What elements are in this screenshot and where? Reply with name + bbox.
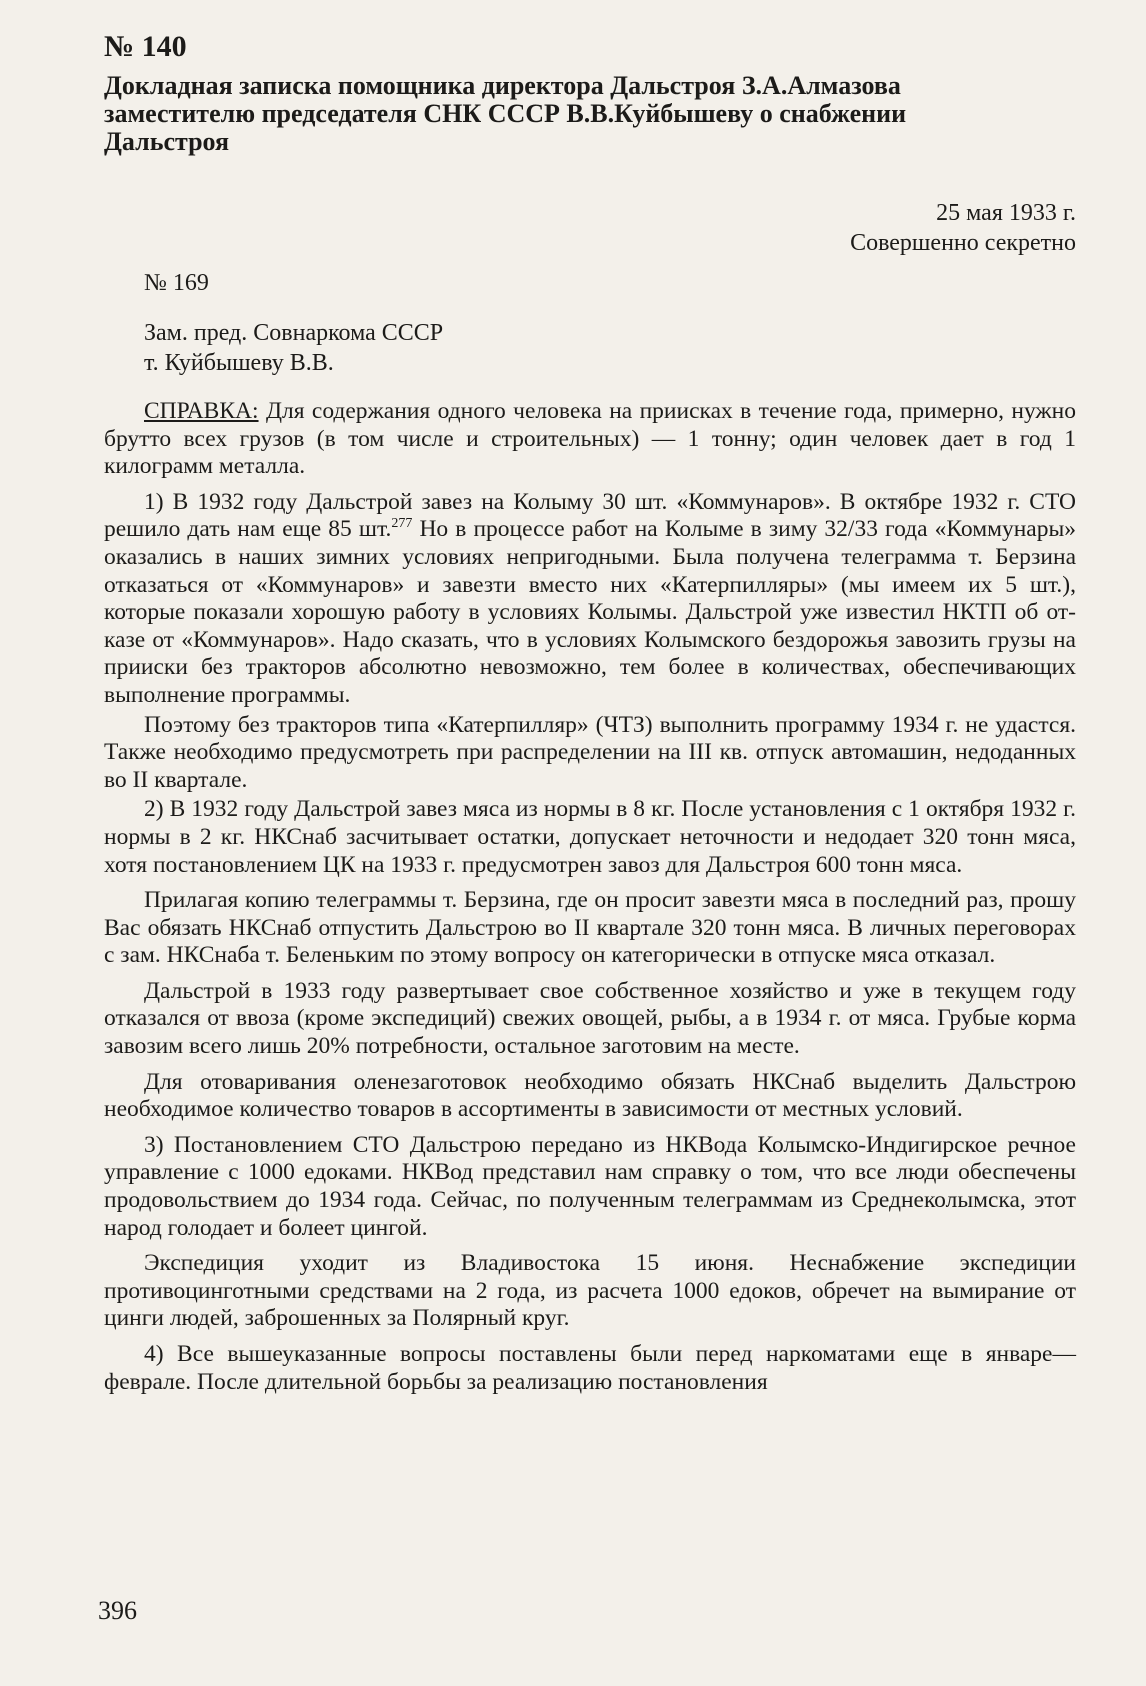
- addressee-name: т. Куйбышеву В.В.: [144, 350, 334, 376]
- paragraph-river-administration: 3) Постановлением СТО Дальстрою передано из НКВода Колымско-Индигирское речное управление с 1000 едоками. НКВод представил нам справку о том, что все люди обеспечены продовольствием до 1934 года. Сейчас, по полученным телеграммам из Среднеколымска, этот народ голодает и болеет цингой.: [104, 1131, 1076, 1241]
- document-body: [104, 398, 1076, 1396]
- document-title: Докладная записка помощника директора Дальстроя З.А.Алмазова заместителю председателя СНК СССР В.В.Куйбышеву о снабжении Дальстроя: [104, 71, 907, 156]
- paragraph-reindeer: Для отоваривания оленезаготовок необходимо обязать НКСнаб выделить Дальстрою необходимое количество товаров в ассортименты в зависимости от местных условий.: [104, 1068, 1076, 1123]
- paragraph-meat: 2) В 1932 году Дальстрой завез мяса из нормы в 8 кг. После установления с 1 октября 1932 г. нормы в 2 кг. НКСнаб засчитывает остатки, допускает неточности и недодает 320 тонн мяса, хотя постановлением ЦК на 1933 г. предусмотрен завоз для Дальстроя 600 тонн мяса.: [104, 796, 1076, 878]
- paragraph-tractors: [104, 489, 1076, 710]
- classification-stamp: Совершенно секретно: [850, 230, 1076, 256]
- paragraph-tractors-part1: 1) В 1932 году Дальстрой завез на Колыму 30 шт. «Коммунаров». В октябре 1932 г. СТО решило дать нам еще 85 шт.: [104, 488, 1076, 543]
- paragraph-commissariats: 4) Все вышеуказанные вопросы поставлены были перед наркоматами еще в январе—феврале. После длительной борьбы за реализацию постановления: [104, 1341, 1076, 1395]
- paragraph-telegram: Прилагая копию телеграммы т. Берзина, где он просит завезти мяса в последний раз, прошу Вас обязать НКСнаб отпустить Дальстрою во II квартале 320 тонн мяса. В личных переговорах с зам. НКСнаба т. Беленьким по этому вопросу он категорически в отпуске мяса отказал.: [104, 887, 1076, 969]
- paragraph-caterpillar: Поэтому без тракторов типа «Катерпилляр» (ЧТЗ) выполнить программу 1934 г. не удастся. Также необходимо предусмотреть при распределении на III кв. отпуск автомашин, недоданных во II квартале.: [104, 711, 1076, 793]
- page-number: 396: [98, 1596, 137, 1625]
- spravka-label: СПРАВКА:: [144, 398, 259, 424]
- addressee-position: Зам. пред. Совнаркома СССР: [144, 320, 444, 346]
- footnote-marker: 277: [391, 516, 413, 532]
- spravka-text: Для содержания одного человека на приисках в течение года, примерно, нужно брутто всех грузов (в том числе и строительных) — 1 тонну; один человек дает в год 1 килограмм металла.: [104, 398, 1076, 480]
- paragraph-expedition: Экспедиция уходит из Владивостока 15 июня. Неснабжение экспедиции противоцинготными средствами на 2 года, из расчета 1000 едоков, обречет на вымирание от цинги людей, заброшенных за Полярный круг.: [104, 1250, 1076, 1332]
- registration-number: № 169: [144, 270, 209, 296]
- paragraph-economy: Дальстрой в 1933 году развертывает свое собственное хозяйство и уже в текущем году отказался от ввоза (кроме экспедиций) свежих овощей, рыбы, а в 1934 г. от мяса. Грубые корма завозим всего лишь 20% потребности, остальное заготовим на месте.: [104, 977, 1076, 1060]
- document-date: 25 мая 1933 г.: [936, 200, 1076, 226]
- addressee-block: [144, 318, 1076, 378]
- spravka-paragraph: [104, 398, 1076, 481]
- document-number: № 140: [104, 30, 187, 63]
- paragraph-tractors-part2: Но в процессе работ на Колыме в зиму 32/33 года «Коммунары» оказались в наших зимних условиях непригодными. Была получена телеграмма т. Берзина отказаться от «Коммунаров» и завезти вместо них «Катерпилляры» (мы имеем их 5 шт.), которые показали хорошую работу в условиях Колымы. Дальстрой уже известил НКТП об отказе от «Коммунаров». Надо сказать, что в условиях Колымского бездорожья завозить грузы на прииски без тракторов абсолютно невозможно, тем более в количествах, обеспечивающих выполнение программы.: [104, 516, 1076, 708]
